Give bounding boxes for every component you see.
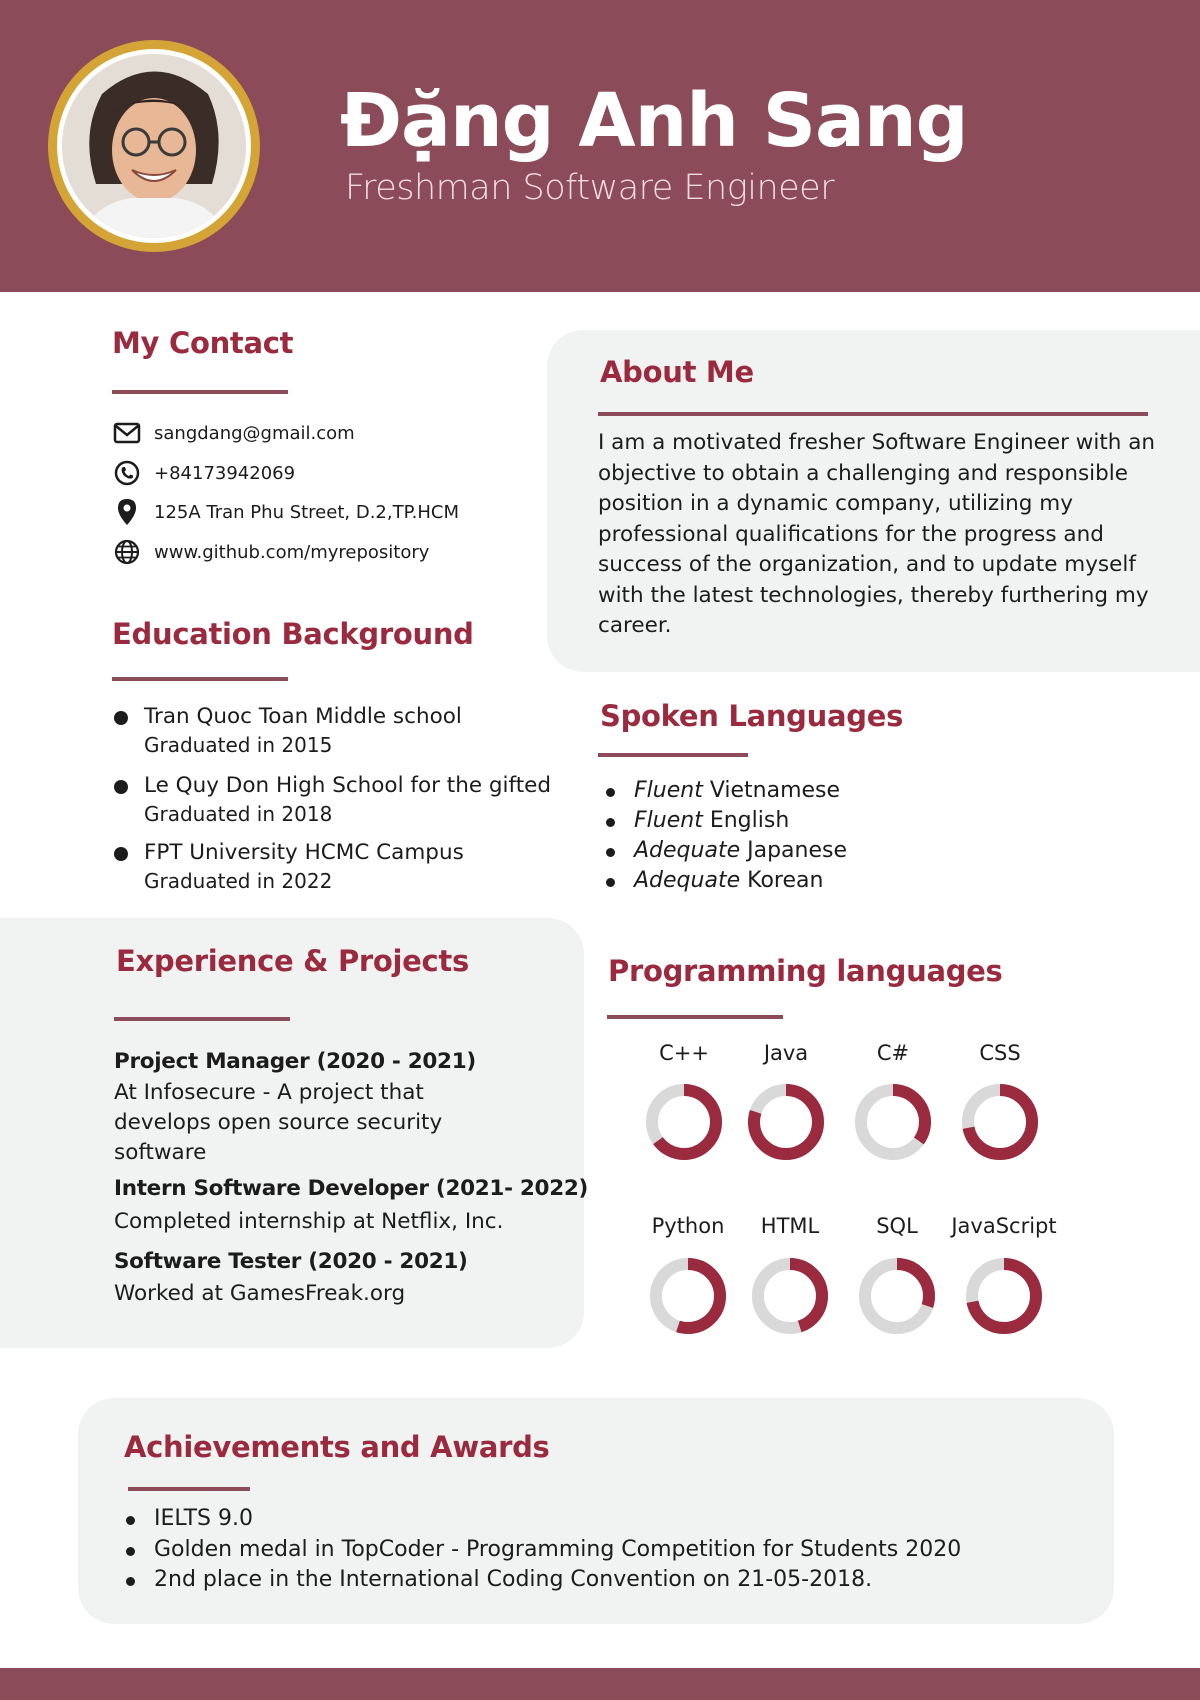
email-text: sangdang@gmail.com xyxy=(154,422,355,444)
language-level: Fluent xyxy=(634,778,703,803)
education-item xyxy=(112,703,562,759)
header-banner xyxy=(0,0,1200,292)
education-heading-rule xyxy=(112,677,288,681)
programming-heading-rule xyxy=(607,1015,783,1019)
achievements-list xyxy=(124,1504,961,1596)
education-item xyxy=(112,772,562,828)
experience-heading-rule xyxy=(114,1017,290,1021)
language-item xyxy=(604,776,847,806)
graduation-year: Graduated in 2022 xyxy=(144,869,333,893)
person-portrait-icon xyxy=(62,54,246,238)
bullet xyxy=(114,711,128,725)
job-title: Freshman Software Engineer xyxy=(345,168,835,208)
school-name: FPT University HCMC Campus xyxy=(144,840,464,865)
skill-label: JavaScript xyxy=(951,1214,1057,1238)
achievement-item: IELTS 9.0 xyxy=(124,1504,961,1535)
bullet xyxy=(114,780,128,794)
skill-label: C++ xyxy=(659,1041,709,1065)
phone-text: +84173942069 xyxy=(154,462,296,484)
skill-label: CSS xyxy=(979,1041,1021,1065)
globe-icon xyxy=(112,537,142,567)
spoken-languages-rule xyxy=(598,753,748,757)
skill-label: SQL xyxy=(876,1214,918,1238)
about-heading-rule xyxy=(598,412,1148,416)
language-level: Adequate xyxy=(634,838,741,863)
school-name: Tran Quoc Toan Middle school xyxy=(144,704,462,729)
skill-ring xyxy=(750,1256,830,1336)
about-heading: About Me xyxy=(600,355,754,389)
graduation-year: Graduated in 2018 xyxy=(144,802,333,826)
contact-address xyxy=(112,497,459,527)
website-link: www.github.com/myrepository xyxy=(154,541,430,563)
spoken-languages-heading: Spoken Languages xyxy=(600,699,904,733)
skill-ring xyxy=(960,1082,1040,1162)
language-name: English xyxy=(709,808,790,833)
experience-description: Worked at GamesFreak.org xyxy=(114,1281,406,1306)
contact-website[interactable] xyxy=(112,537,429,567)
footer-bar xyxy=(0,1668,1200,1700)
contact-email[interactable] xyxy=(112,418,355,448)
skill-label: Python xyxy=(651,1214,725,1238)
experience-title: Intern Software Developer (2021- 2022) xyxy=(114,1176,589,1201)
language-name: Japanese xyxy=(747,838,848,863)
achievement-item: Golden medal in TopCoder - Programming Competition for Students 2020 xyxy=(124,1535,961,1566)
skill-ring xyxy=(746,1082,826,1162)
graduation-year: Graduated in 2015 xyxy=(144,733,333,757)
about-text: I am a motivated fresher Software Engineer with an objective to obtain a challenging and responsible position in a dynamic company, utilizing my professional qualifications for the progress and success of the organization, and to update myself with the latest technologies, thereby furthering my career. xyxy=(598,430,1156,638)
language-name: Korean xyxy=(747,868,824,893)
skill-ring xyxy=(857,1256,937,1336)
programming-heading: Programming languages xyxy=(608,954,1003,988)
experience-heading: Experience & Projects xyxy=(116,944,469,978)
experience-title: Software Tester (2020 - 2021) xyxy=(114,1249,468,1274)
skill-ring xyxy=(853,1082,933,1162)
address-text: 125A Tran Phu Street, D.2,TP.HCM xyxy=(154,501,459,523)
experience-description: Completed internship at Netflix, Inc. xyxy=(114,1209,504,1234)
contact-heading: My Contact xyxy=(112,326,294,360)
education-item xyxy=(112,839,562,895)
skill-ring xyxy=(648,1256,728,1336)
location-pin-icon xyxy=(112,497,142,527)
language-item xyxy=(604,806,847,836)
bullet xyxy=(114,847,128,861)
spoken-languages-list xyxy=(604,776,847,896)
contact-heading-rule xyxy=(112,390,288,394)
phone-icon xyxy=(112,458,142,488)
achievements-heading-rule xyxy=(128,1487,250,1491)
language-item xyxy=(604,866,847,896)
language-name: Vietnamese xyxy=(709,778,841,803)
school-name: Le Quy Don High School for the gifted xyxy=(144,773,552,798)
achievement-item: 2nd place in the International Coding Convention on 21-05-2018. xyxy=(124,1565,961,1596)
contact-phone[interactable] xyxy=(112,458,295,488)
language-item xyxy=(604,836,847,866)
profile-photo xyxy=(62,54,246,238)
language-level: Fluent xyxy=(634,808,703,833)
skill-label: Java xyxy=(763,1041,809,1065)
experience-title: Project Manager (2020 - 2021) xyxy=(114,1049,476,1074)
skill-ring xyxy=(644,1082,724,1162)
achievements-heading: Achievements and Awards xyxy=(124,1430,550,1464)
skill-label: HTML xyxy=(760,1214,820,1238)
candidate-name: Đặng Anh Sang xyxy=(340,78,968,164)
experience-description: At Infosecure - A project that develops open source security software xyxy=(114,1080,443,1165)
education-heading: Education Background xyxy=(112,617,474,651)
envelope-icon xyxy=(112,418,142,448)
avatar xyxy=(48,40,260,252)
language-level: Adequate xyxy=(634,868,741,893)
skill-ring xyxy=(964,1256,1044,1336)
skill-label: C# xyxy=(876,1041,910,1065)
